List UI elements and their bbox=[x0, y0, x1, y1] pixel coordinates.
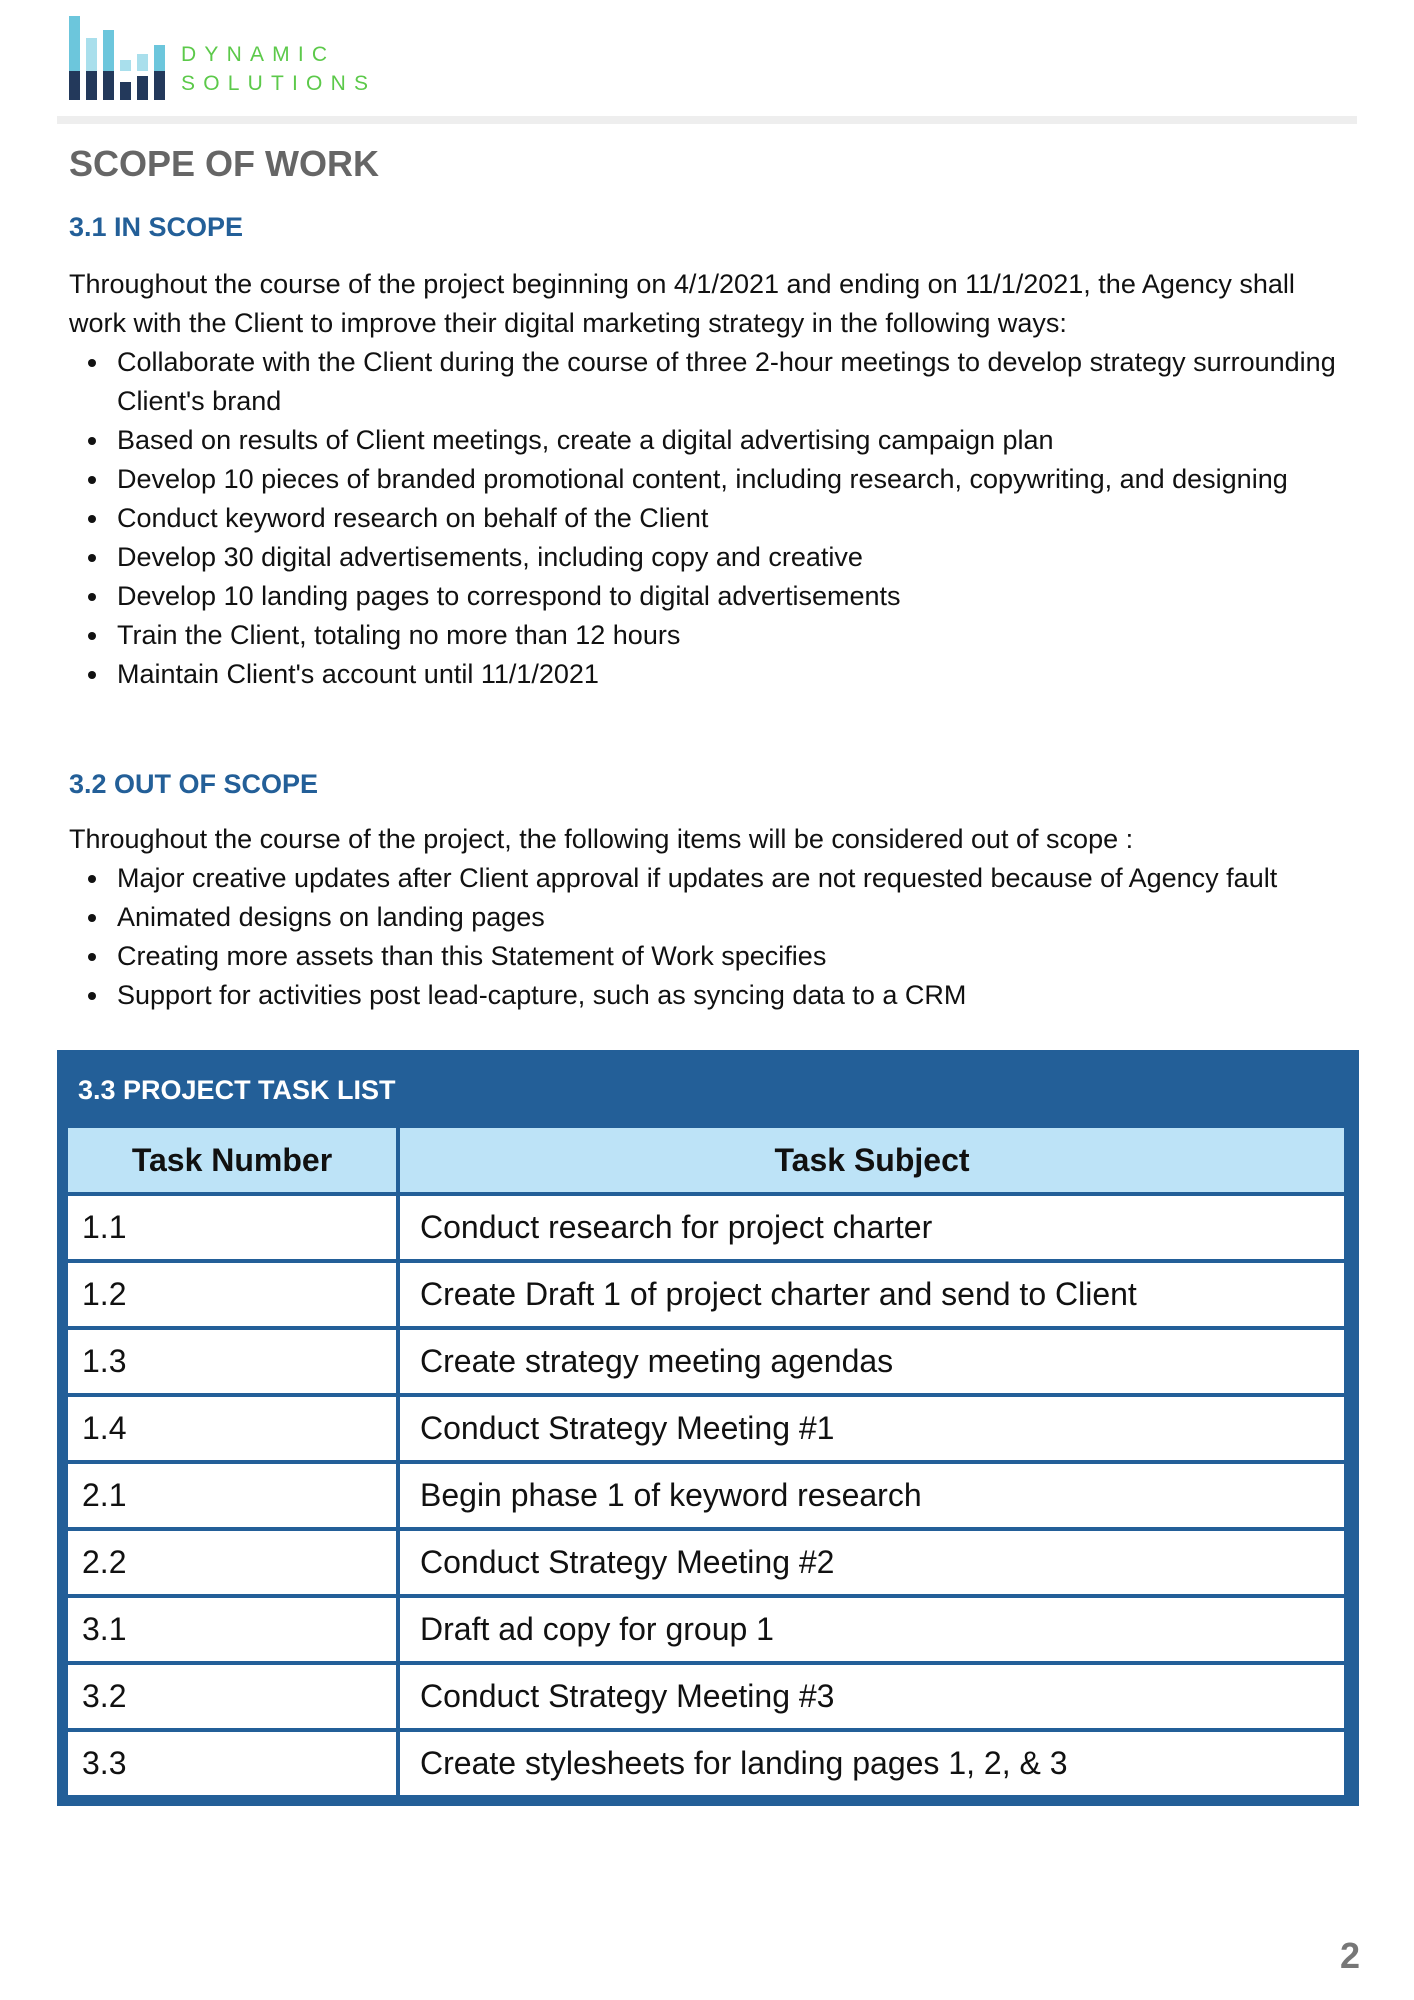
bullet-icon bbox=[88, 632, 96, 640]
task-subject-cell: Create strategy meeting agendas bbox=[400, 1330, 1344, 1393]
bullet-icon bbox=[88, 359, 96, 367]
in-scope-list bbox=[69, 343, 1369, 694]
list-item-text: Develop 10 landing pages to correspond to digital advertisements bbox=[117, 581, 901, 611]
table-row bbox=[68, 1531, 1344, 1594]
project-task-list-panel bbox=[57, 1050, 1359, 1806]
task-number-cell: 3.1 bbox=[68, 1598, 396, 1661]
out-of-scope-list bbox=[69, 859, 1369, 1015]
bullet-icon bbox=[88, 554, 96, 562]
company-logo bbox=[69, 16, 389, 102]
task-number-cell: 1.2 bbox=[68, 1263, 396, 1326]
list-item bbox=[69, 937, 1369, 976]
bullet-icon bbox=[88, 671, 96, 679]
column-header-task-subject: Task Subject bbox=[400, 1128, 1344, 1192]
list-item-text: Based on results of Client meetings, create a digital advertising campaign plan bbox=[117, 425, 1054, 455]
list-item bbox=[69, 343, 1369, 421]
brand-name-line2: SOLUTIONS bbox=[181, 72, 377, 95]
task-subject-cell: Conduct research for project charter bbox=[400, 1196, 1344, 1259]
in-scope-heading: 3.1 IN SCOPE bbox=[69, 212, 244, 242]
table-row bbox=[68, 1464, 1344, 1527]
table-row bbox=[68, 1330, 1344, 1393]
out-of-scope-heading: 3.2 OUT OF SCOPE bbox=[69, 769, 319, 799]
out-of-scope-intro: Throughout the course of the project, the following items will be considered out of scope : bbox=[69, 824, 1134, 854]
list-item-text: Animated designs on landing pages bbox=[117, 902, 545, 932]
list-item-text: Support for activities post lead-capture, such as syncing data to a CRM bbox=[117, 980, 967, 1010]
list-item bbox=[69, 499, 1369, 538]
in-scope-intro: Throughout the course of the project beginning on 4/1/2021 and ending on 11/1/2021, the Agency shall work with the Client to improve their digital marketing strategy in the following ways: bbox=[69, 269, 1295, 338]
table-row bbox=[68, 1665, 1344, 1728]
task-number-cell: 3.3 bbox=[68, 1732, 396, 1795]
page-number: 2 bbox=[1340, 1935, 1361, 1976]
table-row bbox=[68, 1598, 1344, 1661]
list-item bbox=[69, 898, 1369, 937]
task-number-cell: 1.3 bbox=[68, 1330, 396, 1393]
task-subject-cell: Conduct Strategy Meeting #1 bbox=[400, 1397, 1344, 1460]
list-item-text: Major creative updates after Client approval if updates are not requested because of Agency fault bbox=[117, 863, 1278, 893]
table-header-row bbox=[68, 1128, 1344, 1192]
task-subject-cell: Conduct Strategy Meeting #2 bbox=[400, 1531, 1344, 1594]
task-number-cell: 1.4 bbox=[68, 1397, 396, 1460]
task-number-cell: 3.2 bbox=[68, 1665, 396, 1728]
bullet-icon bbox=[88, 476, 96, 484]
column-header-task-number: Task Number bbox=[68, 1128, 396, 1192]
header-divider bbox=[57, 116, 1357, 124]
bullet-icon bbox=[88, 593, 96, 601]
list-item-text: Develop 10 pieces of branded promotional content, including research, copywriting, and designing bbox=[117, 464, 1288, 494]
list-item bbox=[69, 859, 1369, 898]
bar-chart-logo-icon bbox=[69, 16, 169, 102]
task-table bbox=[64, 1124, 1348, 1799]
list-item bbox=[69, 460, 1369, 499]
list-item bbox=[69, 421, 1369, 460]
table-row bbox=[68, 1732, 1344, 1795]
bullet-icon bbox=[88, 437, 96, 445]
list-item-text: Train the Client, totaling no more than 12 hours bbox=[117, 620, 681, 650]
list-item-text: Collaborate with the Client during the course of three 2-hour meetings to develop strategy surrounding Client's brand bbox=[117, 347, 1336, 416]
list-item bbox=[69, 655, 1369, 694]
task-subject-cell: Create stylesheets for landing pages 1, 2, & 3 bbox=[400, 1732, 1344, 1795]
bullet-icon bbox=[88, 953, 96, 961]
bullet-icon bbox=[88, 515, 96, 523]
bullet-icon bbox=[88, 914, 96, 922]
table-row bbox=[68, 1397, 1344, 1460]
list-item-text: Creating more assets than this Statement of Work specifies bbox=[117, 941, 827, 971]
task-number-cell: 1.1 bbox=[68, 1196, 396, 1259]
list-item bbox=[69, 538, 1369, 577]
brand-name-line1: DYNAMIC bbox=[181, 43, 336, 66]
task-subject-cell: Conduct Strategy Meeting #3 bbox=[400, 1665, 1344, 1728]
table-row bbox=[68, 1263, 1344, 1326]
list-item bbox=[69, 577, 1369, 616]
task-list-heading: 3.3 PROJECT TASK LIST bbox=[78, 1075, 396, 1105]
task-subject-cell: Draft ad copy for group 1 bbox=[400, 1598, 1344, 1661]
bullet-icon bbox=[88, 875, 96, 883]
task-subject-cell: Begin phase 1 of keyword research bbox=[400, 1464, 1344, 1527]
task-number-cell: 2.1 bbox=[68, 1464, 396, 1527]
list-item-text: Conduct keyword research on behalf of the Client bbox=[117, 503, 709, 533]
bullet-icon bbox=[88, 992, 96, 1000]
list-item bbox=[69, 976, 1369, 1015]
page-title: SCOPE OF WORK bbox=[69, 143, 380, 184]
list-item-text: Develop 30 digital advertisements, including copy and creative bbox=[117, 542, 863, 572]
table-row bbox=[68, 1196, 1344, 1259]
task-subject-cell: Create Draft 1 of project charter and send to Client bbox=[400, 1263, 1344, 1326]
list-item bbox=[69, 616, 1369, 655]
task-number-cell: 2.2 bbox=[68, 1531, 396, 1594]
list-item-text: Maintain Client's account until 11/1/2021 bbox=[117, 659, 599, 689]
